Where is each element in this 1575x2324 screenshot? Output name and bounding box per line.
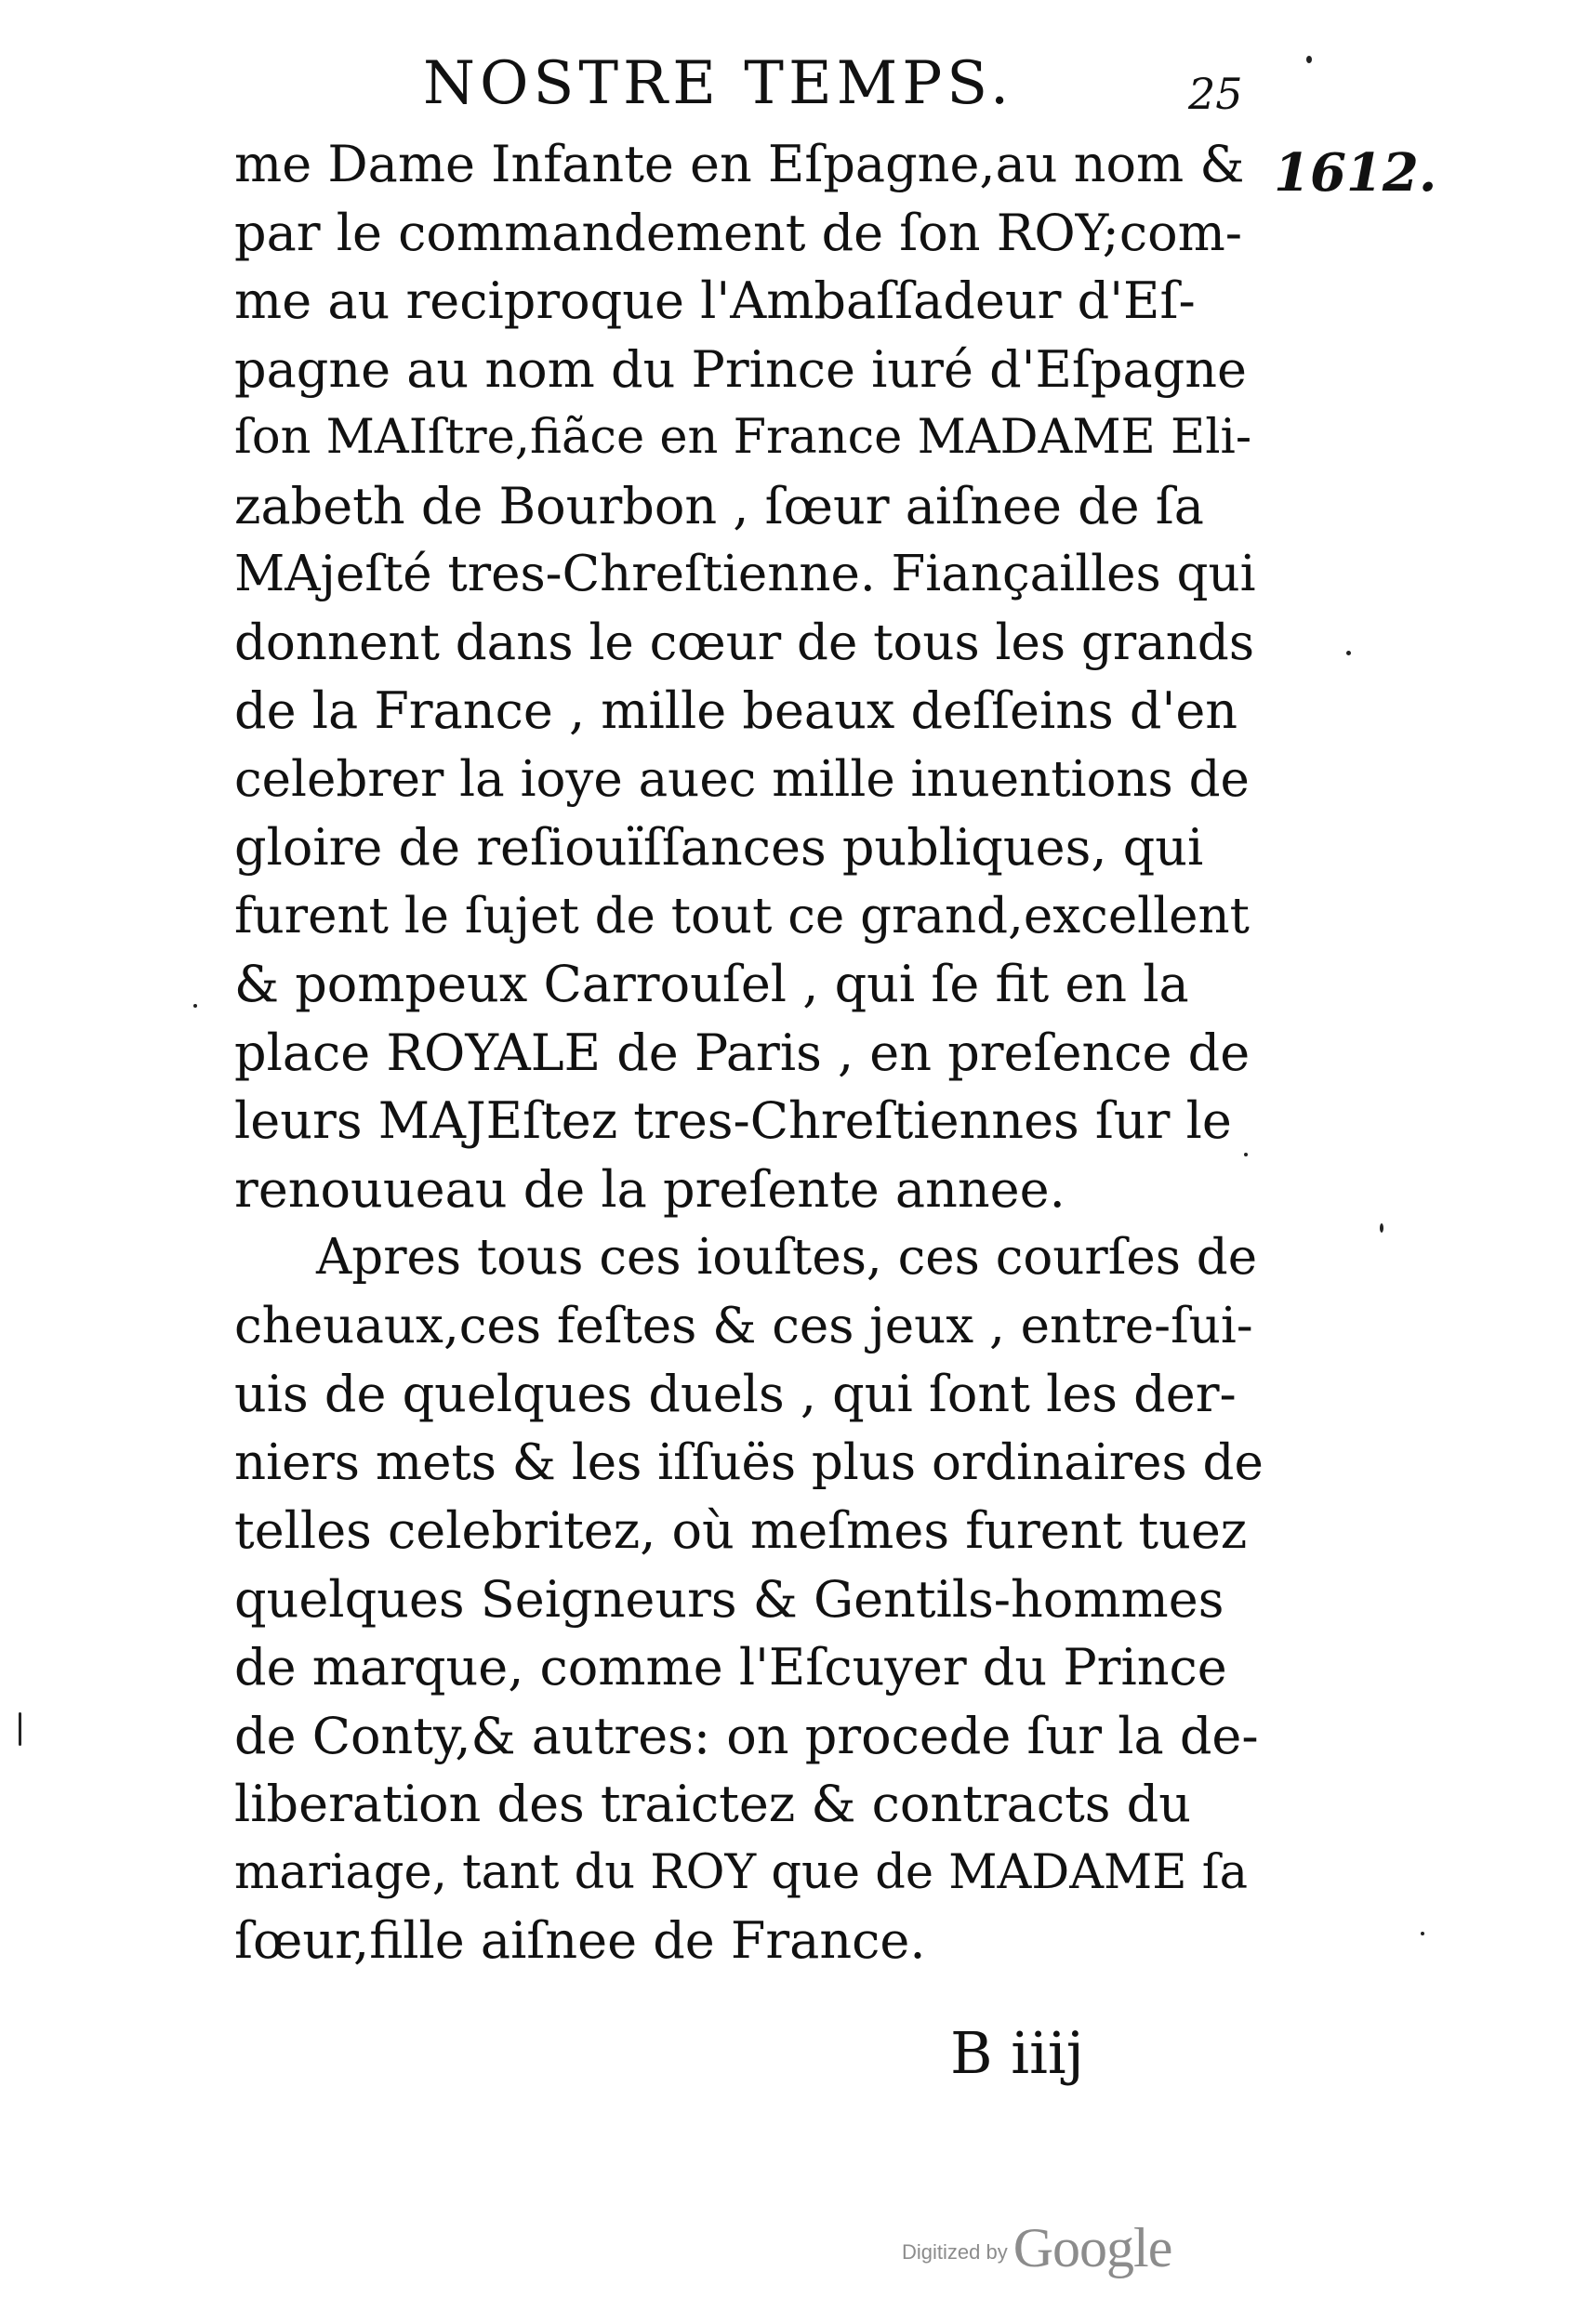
text-line: pagne au nom du Prince iuré d'Eſpagne <box>234 339 1247 399</box>
scan-speck <box>1306 56 1312 63</box>
text-line: de marque, comme l'Eſcuyer du Prince <box>234 1638 1227 1697</box>
paragraph-1 <box>234 130 1266 1223</box>
scan-speck <box>193 1004 197 1008</box>
text-line: gloire de reſiouïſſances publiques, qui <box>234 818 1204 877</box>
text-line: de Conty,& autres: on procede ſur la de- <box>234 1706 1259 1765</box>
google-logo: Google <box>1012 2217 1172 2278</box>
margin-year-note: 1612. <box>1274 142 1437 204</box>
text-line: me au reciproque l'Ambaſſadeur d'Eſ- <box>234 271 1196 330</box>
text-line: telles celebritez, où meſmes furent tuez <box>234 1501 1248 1560</box>
scan-speck <box>1380 1223 1383 1233</box>
scan-speck <box>1244 1153 1248 1156</box>
text-line: renouueau de la preſente annee. <box>234 1159 1065 1219</box>
text-line: me Dame Infante en Eſpagne,au nom & <box>234 135 1245 193</box>
text-line: liberation des traictez & contracts du <box>234 1775 1192 1833</box>
text-line: ſœur,fille aiſnee de France. <box>234 1911 926 1970</box>
text-line: furent le ſujet de tout ce grand,excellent <box>234 887 1250 944</box>
scan-speck <box>1346 651 1351 655</box>
text-line: ſon MAIſtre,fiãce en France MADAME Eli- <box>234 410 1252 465</box>
text-line: mariage, tant du ROY que de MADAME ſa <box>234 1844 1249 1900</box>
text-line: zabeth de Bourbon , ſœur aiſnee de ſa <box>234 476 1204 535</box>
text-line: place ROYALE de Paris , en preſence de <box>234 1023 1251 1082</box>
signature-mark: B iiij <box>950 2019 1084 2087</box>
text-line: uis de quelques duels , qui ſont les der- <box>234 1365 1237 1423</box>
running-head-title: NOSTRE TEMPS. <box>423 49 1014 118</box>
page-number: 25 <box>1188 69 1243 119</box>
text-line: quelques Seigneurs & Gentils-hommes <box>234 1569 1224 1629</box>
text-line: celebrer la ioye auec mille inuentions de <box>234 750 1250 808</box>
text-line: Apres tous ces iouſtes, ces courſes de <box>316 1229 1258 1286</box>
body-text <box>234 130 1266 1975</box>
paragraph-2 <box>234 1223 1266 1975</box>
text-line: cheuaux,ces feſtes & ces jeux , entre-ſui- <box>234 1297 1253 1354</box>
text-line: de la France , mille beaux deſſeins d'en <box>234 681 1238 740</box>
text-line: par le commandement de ſon ROY;com- <box>234 203 1243 262</box>
text-line: MAjeſté tres-Chreſtienne. Fiançailles qui <box>234 546 1256 602</box>
text-line: donnent dans le cœur de tous les grands <box>234 614 1255 671</box>
text-line: leurs MAJEſtez tres-Chreſtiennes ſur le <box>234 1091 1232 1150</box>
scan-speck <box>1421 1932 1424 1935</box>
watermark-prefix: Digitized by <box>902 2240 1008 2264</box>
digitized-watermark <box>902 2211 1171 2276</box>
text-line: & pompeux Carrouſel , qui ſe fit en la <box>234 955 1189 1013</box>
text-line: niers mets & les iſſuës plus ordinaires de <box>234 1433 1264 1491</box>
scan-speck <box>19 1712 21 1746</box>
